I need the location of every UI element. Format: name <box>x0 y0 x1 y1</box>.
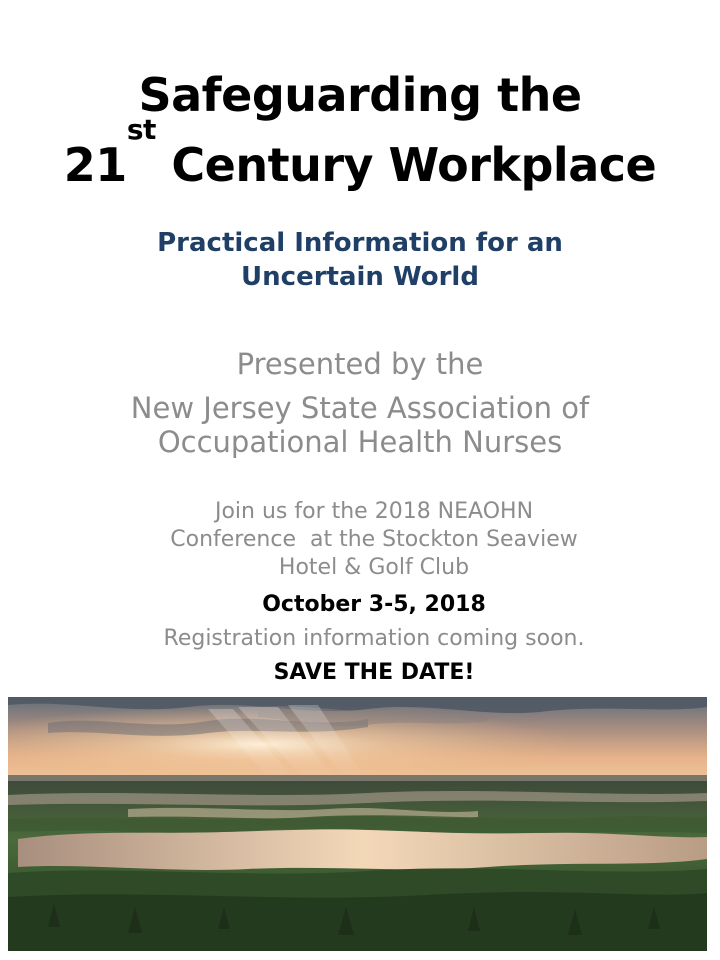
flyer-title-line-1: Safeguarding the <box>138 68 582 122</box>
presented-by-line-3: Occupational Health Nurses <box>157 425 563 459</box>
presented-by-line-2: New Jersey State Association of <box>130 391 590 425</box>
registration-note: Registration information coming soon. <box>163 626 585 651</box>
event-dates: October 3-5, 2018 <box>262 592 486 617</box>
title-rest: Century Workplace <box>155 138 657 192</box>
subtitle-line-2: Uncertain World <box>241 262 479 292</box>
invitation-line-1: Join us for the 2018 NEAOHN <box>214 499 534 524</box>
wetland-sunset-illustration <box>8 697 707 951</box>
save-the-date: SAVE THE DATE! <box>273 660 475 685</box>
flyer-title-line-2 <box>0 113 720 194</box>
invitation-line-2: Conference at the Stockton Seaview <box>170 527 578 552</box>
invitation-line-3: Hotel & Golf Club <box>278 555 470 580</box>
wetland-sunset-photo <box>8 697 707 951</box>
presented-by-line-1: Presented by the <box>236 347 484 381</box>
title-ordinal-suffix: st <box>126 113 156 146</box>
title-number: 21 <box>63 138 127 192</box>
subtitle-line-1: Practical Information for an <box>157 228 563 258</box>
